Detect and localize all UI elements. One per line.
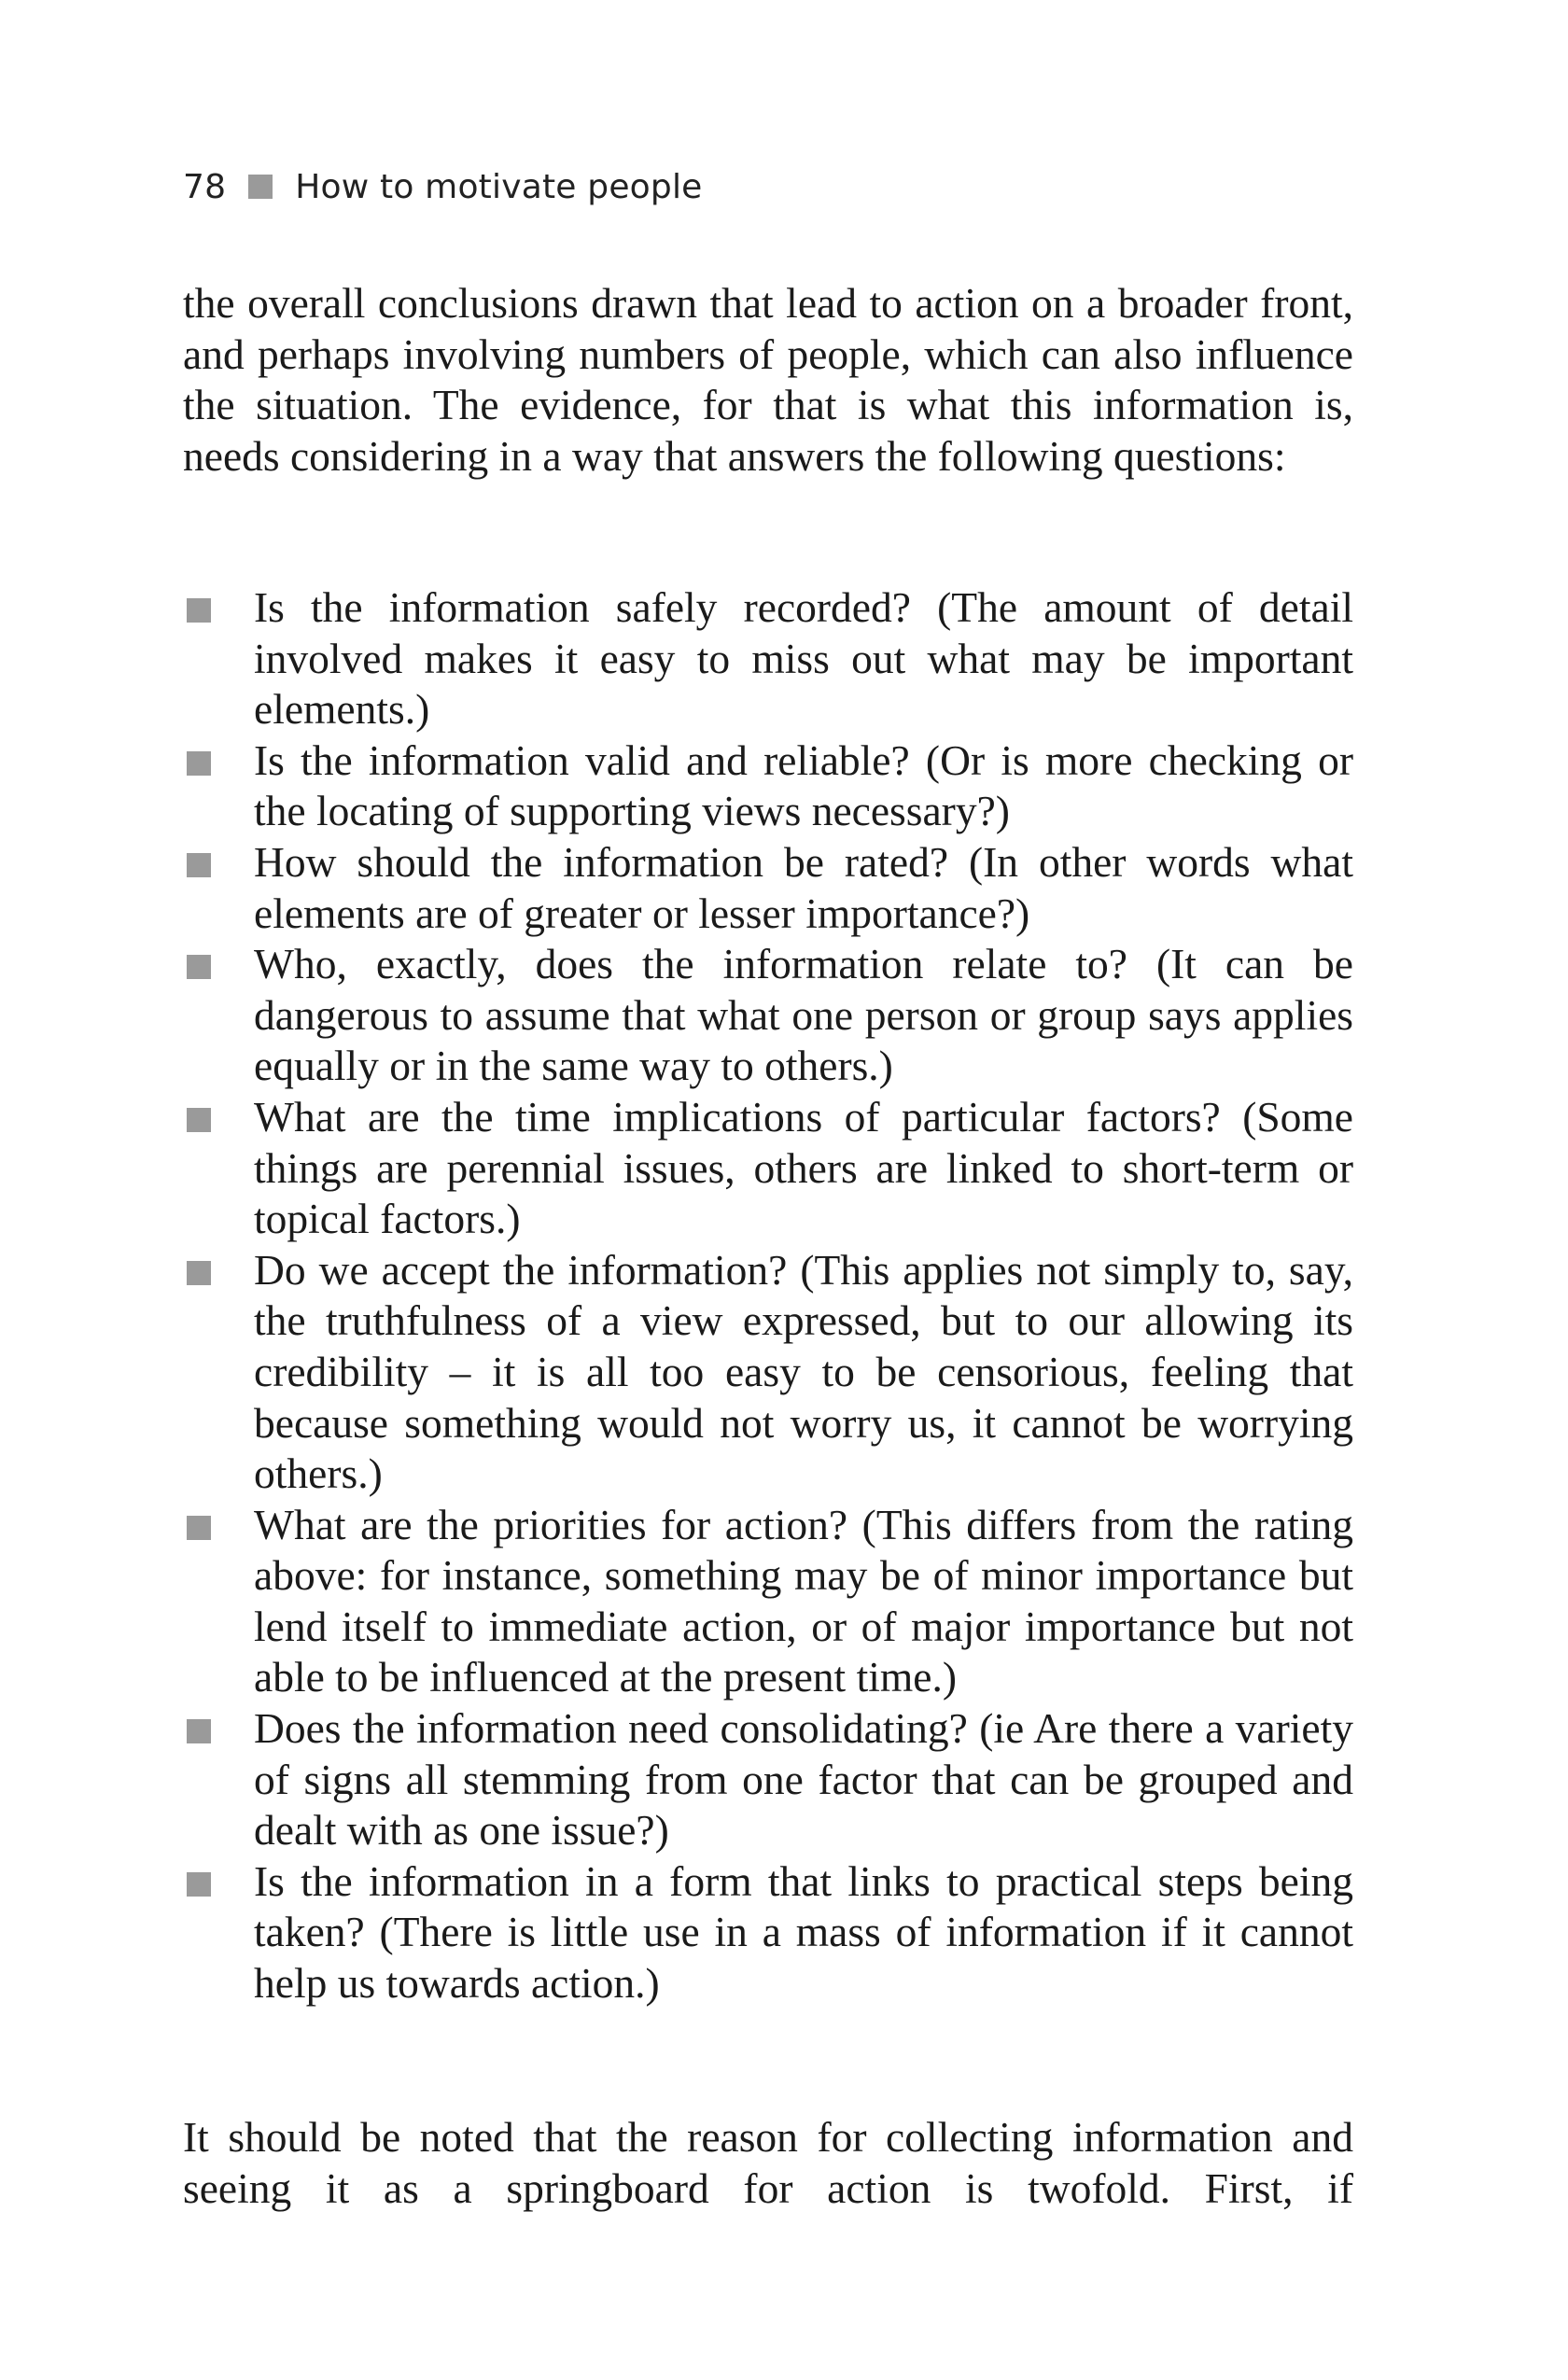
list-item [183,735,1353,837]
square-bullet-icon [187,1719,211,1743]
question-list [183,582,1353,2009]
list-item-text: Is the information safely recorded? (The amount of detail involved makes it easy to miss out what may be important elements.) [254,583,1353,734]
square-bullet-icon [187,1261,211,1285]
book-title: How to motivate people [295,167,703,206]
square-bullet-icon [187,1108,211,1132]
square-bullet-icon [187,1872,211,1897]
square-bullet-icon [248,175,273,199]
list-item [183,1856,1353,2009]
list-item [183,1245,1353,1500]
list-item-text: Is the information valid and reliable? (Or is more checking or the locating of supporting views necessary?) [254,735,1353,835]
square-bullet-icon [187,751,211,776]
intro-paragraph: the overall conclusions drawn that lead to action on a broader front, and perhaps involving numbers of people, which can also influence the situation. The evidence, for that is what this information is, needs considering in a way that answers the following questions: [183,279,1353,480]
list-item-text: Does the information need consolidating? (ie Are there a variety of signs all stemming from one factor that can be grouped and dealt with as one issue?) [254,1704,1353,1855]
list-item [183,1703,1353,1856]
list-item [183,1092,1353,1245]
list-item-text: What are the priorities for action? (This differs from the rating above: for instance, something may be of minor importance but lend itself to immediate action, or of major importance but not able to be influenced at the present time.) [254,1500,1353,1701]
page-number: 78 [183,167,227,206]
list-item [183,582,1353,735]
square-bullet-icon [187,598,211,623]
running-head [183,161,703,213]
list-item [183,939,1353,1092]
list-item-text: How should the information be rated? (In other words what elements are of greater or lesser importance?) [254,837,1353,937]
list-item-text: Do we accept the information? (This applies not simply to, say, the truthfulness of a view expressed, but to our allowing its credibility – it is all too easy to be censorious, feeling that because something would not worry us, it cannot be worrying others.) [254,1245,1353,1498]
square-bullet-icon [187,853,211,877]
list-item-text: Is the information in a form that links to practical steps being taken? (There is little use in a mass of information if it cannot help us towards action.) [254,1856,1353,2008]
list-item-text: Who, exactly, does the information relate to? (It can be dangerous to assume that what one person or group says applies equally or in the same way to others.) [254,940,1353,1090]
closing-paragraph: It should be noted that the reason for collecting information and seeing it as a springboard for action is twofold. First, if [183,2113,1353,2212]
square-bullet-icon [187,1516,211,1540]
list-item-text: What are the time implications of particular factors? (Some things are perennial issues, others are linked to short-term or topical factors.) [254,1092,1353,1243]
list-item [183,1500,1353,1703]
list-item [183,837,1353,939]
square-bullet-icon [187,955,211,979]
